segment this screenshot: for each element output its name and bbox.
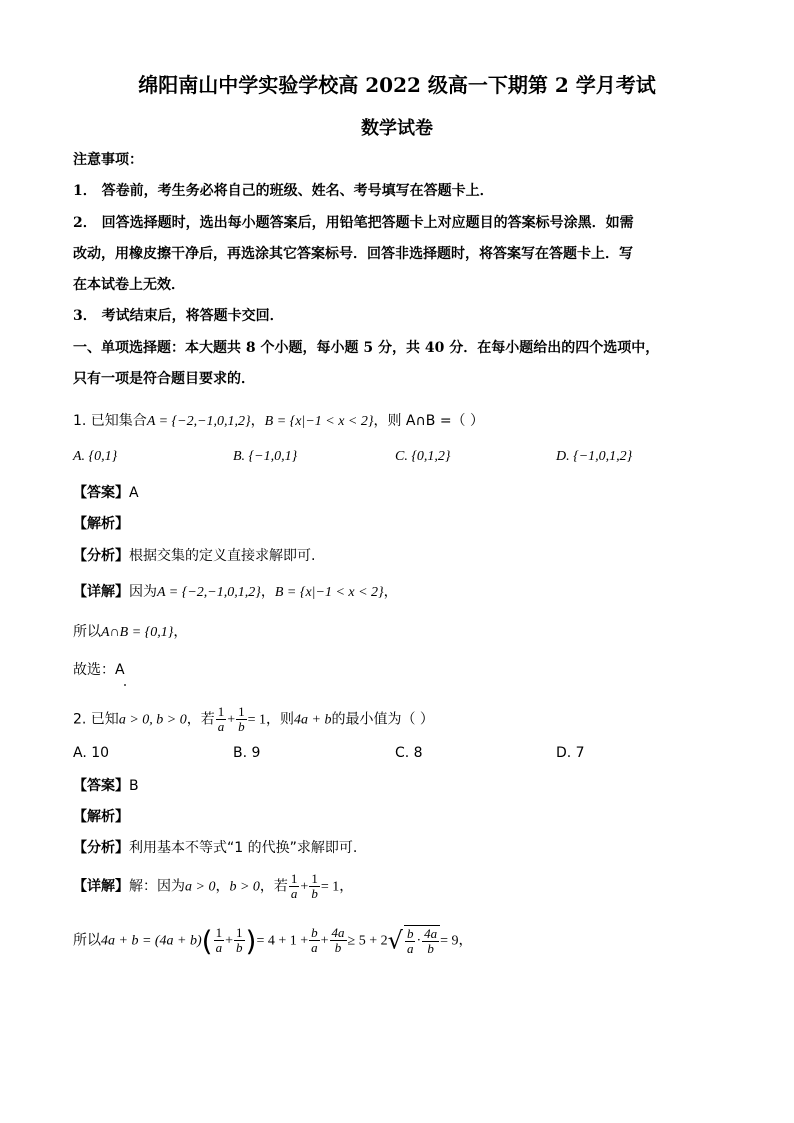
q2-so-frac-1: $\frac{1}{a}$ (215, 925, 223, 955)
q1-so-expr: A∩B = {0,1} (101, 625, 174, 640)
q2-if: ，若 (186, 711, 215, 728)
q1-conclusion (73, 622, 187, 643)
q1-sep: ， (250, 413, 265, 429)
q2-fenxi-text: 利用基本不等式“1 的代换”求解即可. (129, 840, 358, 856)
q1-set-b: B = {x|−1 < x < 2} (264, 414, 374, 429)
q2-answer-label: 【答案】 (73, 778, 129, 794)
q1-analysis-label: 【解析】 (73, 516, 129, 532)
q2-frac-2: $\frac{1}{b}$ (238, 704, 245, 734)
notice-item-2: 2． 回答选择题时，选出每小题答案后，用铅笔把答题卡上对应题目的答案标号涂黑．如需 (73, 215, 634, 231)
q2-expr: 4a + b (294, 712, 332, 728)
q2-analysis-label: 【解析】 (73, 809, 129, 825)
section-heading-cont: 只有一项是符合题目要求的． (73, 371, 255, 387)
q2-ask: 的最小值为（ ） (331, 711, 434, 728)
q1-answer-label: 【答案】 (73, 485, 129, 501)
q1-fenxi-label: 【分析】 (73, 548, 129, 564)
q1-option-c: C. {0,1,2} (395, 449, 451, 464)
q1-detail-set-b: B = {x|−1 < x < 2} (274, 585, 384, 600)
q1-option-a: A. {0,1} (73, 449, 118, 464)
q2-detail-if: ，若 (259, 878, 288, 895)
q2-detail-eq: = 1 (320, 879, 340, 895)
q1-option-b: B. {−1,0,1} (233, 449, 298, 464)
stray-dot (124, 684, 126, 686)
q2-so-lhs: 4a + b = (4a + b) (101, 933, 202, 949)
q2-option-c: C. 8 (395, 745, 423, 761)
q2-frac-1: $\frac{1}{a}$ (217, 704, 225, 734)
notice-item-1: 1． 答卷前，考生务必将自己的班级、姓名、考号填写在答题卡上． (73, 183, 494, 199)
q2-so-eq: = 9 (440, 933, 459, 949)
q2-cond: a > 0, b > 0 (118, 712, 187, 728)
q2-detail-sep: ， (215, 878, 230, 895)
q2-so-plus-2: + (320, 933, 329, 949)
exam-subtitle: 数学试卷 (361, 118, 433, 139)
q1-detail-prefix: 因为 (129, 584, 157, 600)
q2-prefix: 2. 已知 (73, 711, 119, 728)
q2-answer-value: B (129, 778, 139, 794)
q1-stem (73, 411, 484, 432)
q2-detail-a: a > 0 (185, 879, 216, 895)
q2-detail-b: b > 0 (229, 879, 260, 895)
notice-heading: 注意事项： (73, 152, 143, 168)
q1-set-a: A = {−2,−1,0,1,2} (146, 414, 251, 429)
q1-choose: 故选：A (73, 662, 125, 678)
q2-so-mid: = 4 + 1 + (256, 933, 309, 949)
q1-option-d: D. {−1,0,1,2} (556, 449, 633, 464)
q2-fenxi-label: 【分析】 (73, 840, 129, 856)
q2-detail-frac-2: $\frac{1}{b}$ (311, 871, 318, 901)
q2-answer (73, 776, 139, 796)
q2-so-frac-ba: $\frac{b}{a}$ (311, 925, 318, 955)
q2-so-frac-4ab: $\frac{4a}{b}$ (331, 925, 345, 955)
notice-item-3: 3． 考试结束后，将答题卡交回． (73, 308, 284, 324)
q2-sqrt-frac-ba: $\frac{b}{a}$ (406, 926, 414, 956)
q2-detail-label: 【详解】 (73, 878, 129, 895)
q2-so-prefix: 所以 (73, 932, 101, 949)
left-paren: ( (201, 924, 213, 958)
q1-answer (73, 483, 139, 503)
notice-item-2-cont: 改动，用橡皮擦干净后，再选涂其它答案标号．回答非选择题时，将答案写在答题卡上．写 (73, 246, 633, 262)
q2-option-b: B. 9 (233, 745, 261, 761)
q2-plus: + (227, 712, 236, 728)
q1-fenxi (73, 546, 315, 566)
q2-detail-frac-1: $\frac{1}{a}$ (290, 871, 298, 901)
exam-title: 绵阳南山中学实验学校高 2022 级高一下期第 2 学月考试 (138, 73, 656, 97)
q2-fenxi (73, 838, 357, 858)
section-heading: 一、单项选择题：本大题共 8 个小题，每小题 5 分，共 40 分．在每小题给出的四个选项中， (73, 340, 660, 356)
notice-item-2-cont2: 在本试卷上无效． (73, 277, 185, 293)
sqrt-icon: √ (387, 926, 403, 955)
q1-answer-value: A (129, 485, 139, 501)
q1-ask: ，则 A∩B =（ ） (373, 413, 484, 429)
q2-detail-plus: + (300, 879, 309, 895)
q1-prefix: 1. 已知集合 (73, 413, 147, 429)
q1-fenxi-text: 根据交集的定义直接求解即可. (129, 548, 316, 564)
q1-detail-set-a: A = {−2,−1,0,1,2} (157, 585, 261, 600)
q2-stem (73, 705, 434, 734)
q1-so-prefix: 所以 (73, 624, 101, 640)
q2-so-plus-1: + (225, 933, 234, 949)
q2-detail-end: ， (339, 878, 354, 895)
q1-detail-sep: ， (260, 584, 275, 600)
q2-option-d: D. 7 (556, 745, 585, 761)
q2-sqrt-frac-4ab: $\frac{4a}{b}$ (424, 926, 438, 956)
q2-eq: = 1 (247, 712, 267, 728)
q2-detail-prefix: 解：因为 (129, 878, 185, 895)
q2-option-a: A. 10 (73, 745, 110, 761)
q2-detail (73, 872, 353, 901)
q2-so-frac-2: $\frac{1}{b}$ (236, 925, 243, 955)
q1-detail-label: 【详解】 (73, 584, 129, 600)
q1-detail (73, 582, 398, 603)
q2-then: ，则 (266, 711, 295, 728)
q1-so-end: ， (173, 624, 188, 640)
q2-sqrt-dot: · (416, 933, 422, 949)
q2-so-ge: ≥ 5 + 2 (347, 933, 388, 949)
q2-so-end: ， (458, 932, 473, 949)
q2-conclusion (73, 925, 473, 956)
q1-detail-end: ， (383, 584, 398, 600)
right-paren: ) (245, 924, 257, 958)
q2-so-sqrt (404, 925, 440, 956)
